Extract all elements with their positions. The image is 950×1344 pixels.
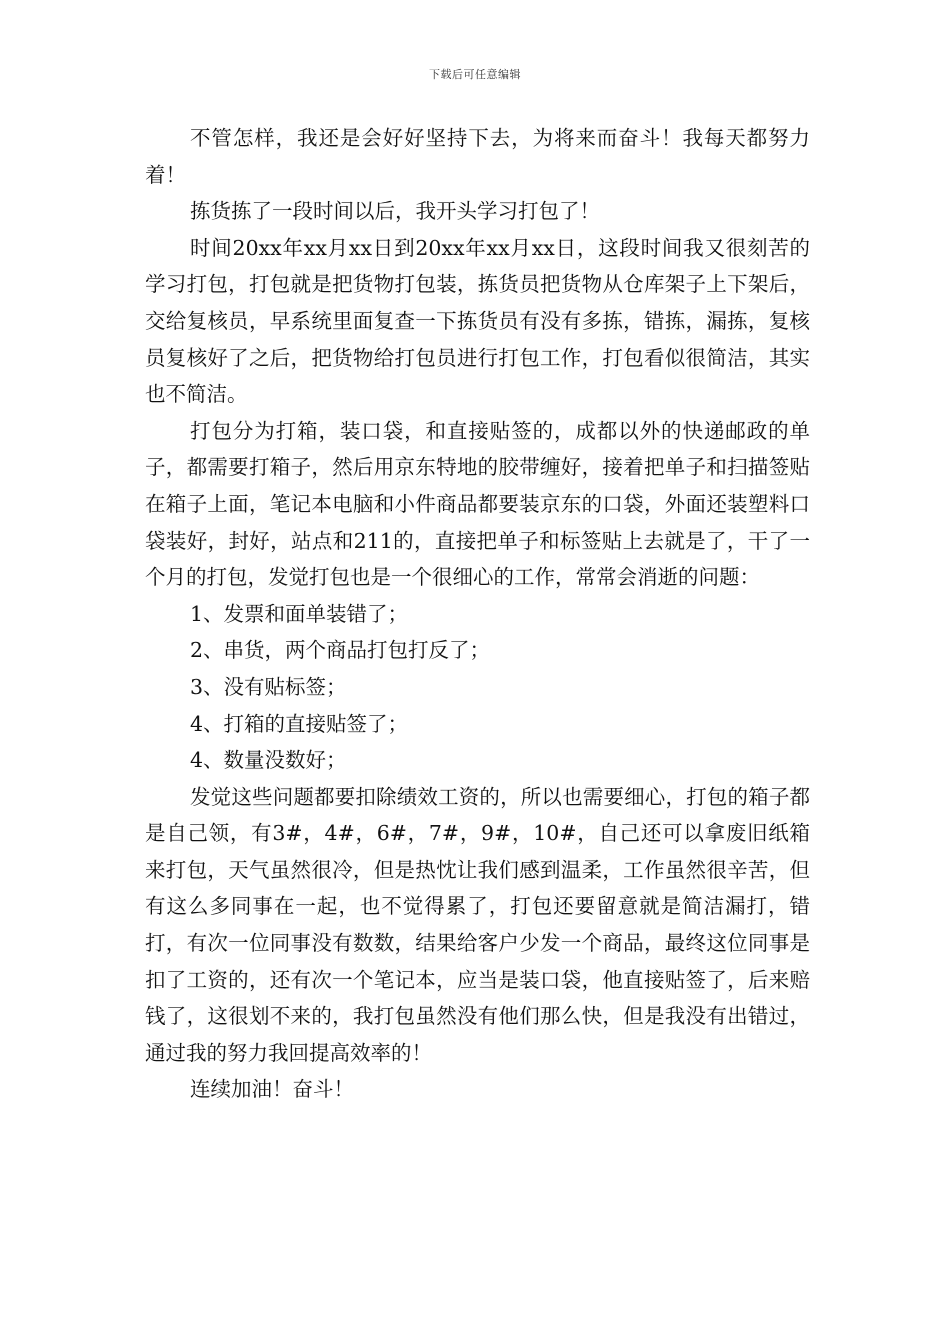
paragraph: 连续加油！奋斗！: [190, 1077, 354, 1102]
list-item: 4、打箱的直接贴签了；: [190, 711, 409, 736]
list-item: 2、串货，两个商品打包打反了；: [190, 638, 491, 663]
paragraph: 拣货拣了一段时间以后，我开头学习打包了！: [190, 199, 600, 224]
page-header: 下载后可任意编辑: [429, 68, 521, 81]
paragraph: 时间20xx年xx月xx日到20xx年xx月xx日，这段时间我又很刻苦的学习打包，打包就是把货物打包装，拣货员把货物从仓库架子上下架后，交给复核员，早系统里面复查一下拣货员有没有多拣，错拣，漏拣，复核员复核好了之后，把货物给打包员进行打包工作，打包看似很简洁，其实也不简洁。: [145, 235, 810, 407]
list-item: 1、发票和面单装错了；: [190, 601, 409, 626]
paragraph: 发觉这些问题都要扣除绩效工资的，所以也需要细心，打包的箱子都是自己领，有3#，4#，6#，7#，9#，10#，自己还可以拿废旧纸箱来打包，天气虽然很冷，但是热忱让我们感到温柔，工作虽然很辛苦，但有这么多同事在一起，也不觉得累了，打包还要留意就是简洁漏打，错打，有次一位同事没有数数，结果给客户少发一个商品，最终这位同事是扣了工资的，还有次一个笔记本，应当是装口袋，他直接贴签了，后来赔钱了，这很划不来的，我打包虽然没有他们那么快，但是我没有出错过，通过我的努力我回提高效率的！: [145, 784, 810, 1065]
list-item: 4、数量没数好；: [190, 748, 347, 773]
paragraph: 打包分为打箱，装口袋，和直接贴签的，成都以外的快递邮政的单子，都需要打箱子，然后用京东特地的胶带缠好，接着把单子和扫描签贴在箱子上面，笔记本电脑和小件商品都要装京东的口袋，外面还装塑料口袋装好，封好，站点和211的，直接把单子和标签贴上去就是了，干了一个月的打包，发觉打包也是一个很细心的工作，常常会消逝的问题：: [145, 418, 810, 590]
paragraph: 不管怎样，我还是会好好坚持下去，为将来而奋斗！我每天都努力着！: [145, 126, 810, 187]
document-body: [145, 120, 810, 1108]
list-item: 3、没有贴标签；: [190, 674, 347, 699]
